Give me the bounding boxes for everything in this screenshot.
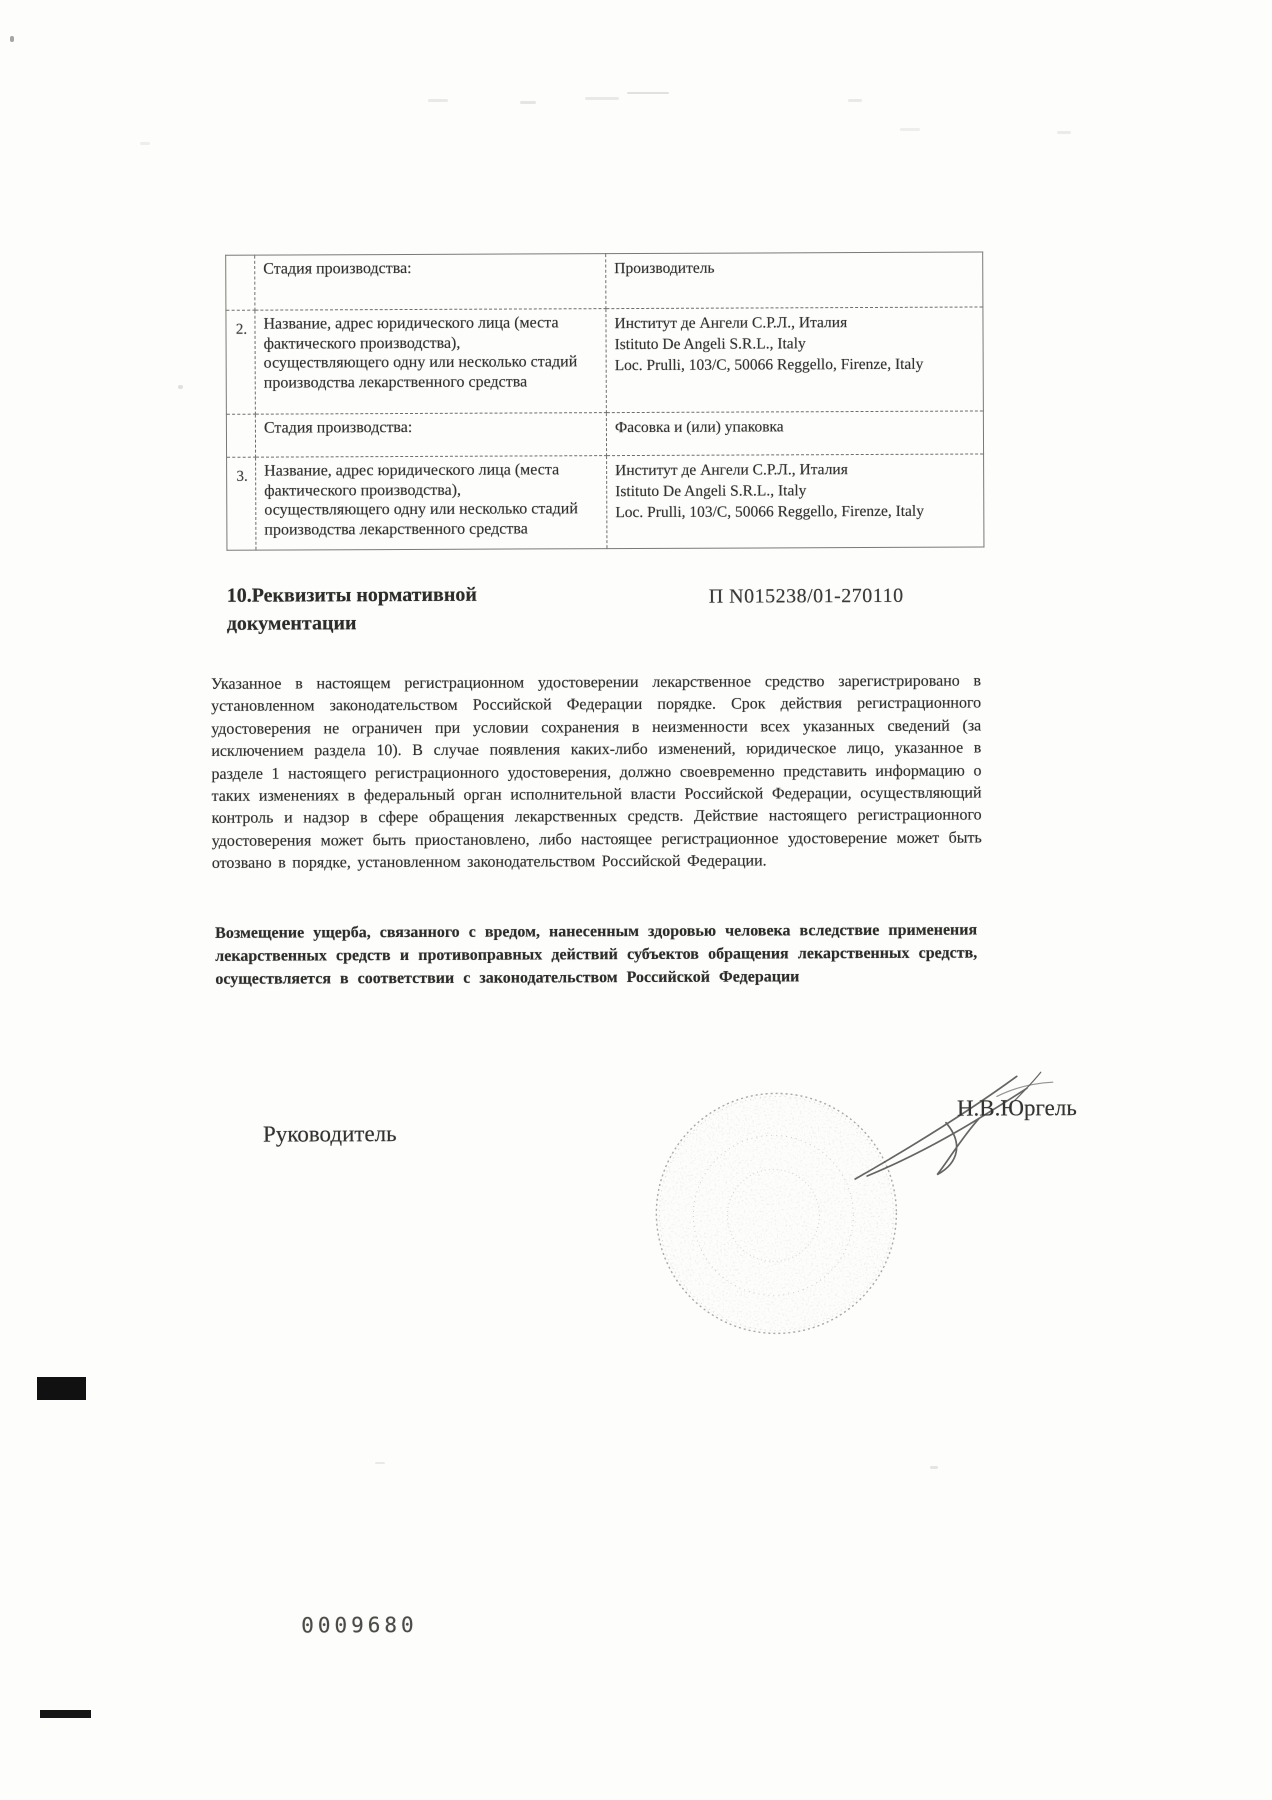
signature-ink xyxy=(811,1060,1132,1211)
form-serial-number: 0009680 xyxy=(301,1612,418,1638)
table-row xyxy=(227,454,984,550)
legal-entity-label-cell: Название, адрес юридического лица (места фактического производства), осуществляющего одну или несколько стадий производства лекарственного средства xyxy=(256,456,607,551)
row-number: 3. xyxy=(227,457,256,550)
stage-label-cell: Стадия производства: xyxy=(255,413,606,458)
section10-heading: 10.Реквизиты нормативной документации xyxy=(226,583,477,635)
legal-entity-label-cell: Название, адрес юридического лица (места фактического производства), осуществляющего одну или несколько стадий производства лекарственного средства xyxy=(255,309,606,415)
scan-edge-mark xyxy=(37,1377,86,1400)
table-row xyxy=(226,307,983,414)
row-number xyxy=(226,255,255,310)
table-row xyxy=(226,252,983,310)
signatory-role-label: Руководитель xyxy=(262,1121,397,1147)
registration-number: П N015238/01-270110 xyxy=(708,584,904,608)
table-row xyxy=(226,411,983,457)
signatory-name: Н.В.Юргель xyxy=(956,1095,1077,1121)
registration-legal-paragraph: Указанное в настоящем регистрационном удостоверении лекарственное средство зарегистрировано в установленном законодательством Российской Федерации порядке. Срок действия регистрационного удостоверения не ограничен при условии сохранения в неизменности всех указанных сведений (за исключением раздела 10). В случае появления каких-либо изменений, юридическое лицо, указанное в разделе 1 настоящего регистрационного удостоверения, должно своевременно представить информацию о таких изменениях в федеральный орган исполнительной власти Российской Федерации, осуществляющий контроль и надзор в сфере обращения лекарственных средств. Действие настоящего регистрационного удостоверения может быть приостановлено, либо настоящее регистрационное удостоверение может быть отозвано в порядке, установленном законодательством Российской Федерации. xyxy=(211,672,982,873)
stage-label-cell: Стадия производства: xyxy=(255,254,606,311)
liability-paragraph: Возмещение ущерба, связанного с вредом, нанесенным здоровью человека вследствие применения лекарственных средств и противоправных действий субъектов обращения лекарственных средств, осуществляется в соответствии с законодательством Российской Федерации xyxy=(215,921,978,988)
scan-edge-mark xyxy=(40,1710,91,1718)
row-number xyxy=(226,414,255,457)
row-number: 2. xyxy=(226,310,255,414)
manufacturer-value-cell: Институт де Ангели С.Р.Л., Италия Istituto De Angeli S.R.L., Italy Loc. Prulli, 103/C, 50066 Reggello, Firenze, Italy xyxy=(607,454,984,549)
production-table xyxy=(225,251,984,550)
manufacturer-header-cell: Производитель xyxy=(606,252,983,309)
stage-value-cell: Фасовка и (или) упаковка xyxy=(606,411,983,456)
manufacturer-value-cell: Институт де Ангели С.Р.Л., Италия Istituto De Angeli S.R.L., Italy Loc. Prulli, 103/C, 50066 Reggello, Firenze, Italy xyxy=(606,307,983,413)
